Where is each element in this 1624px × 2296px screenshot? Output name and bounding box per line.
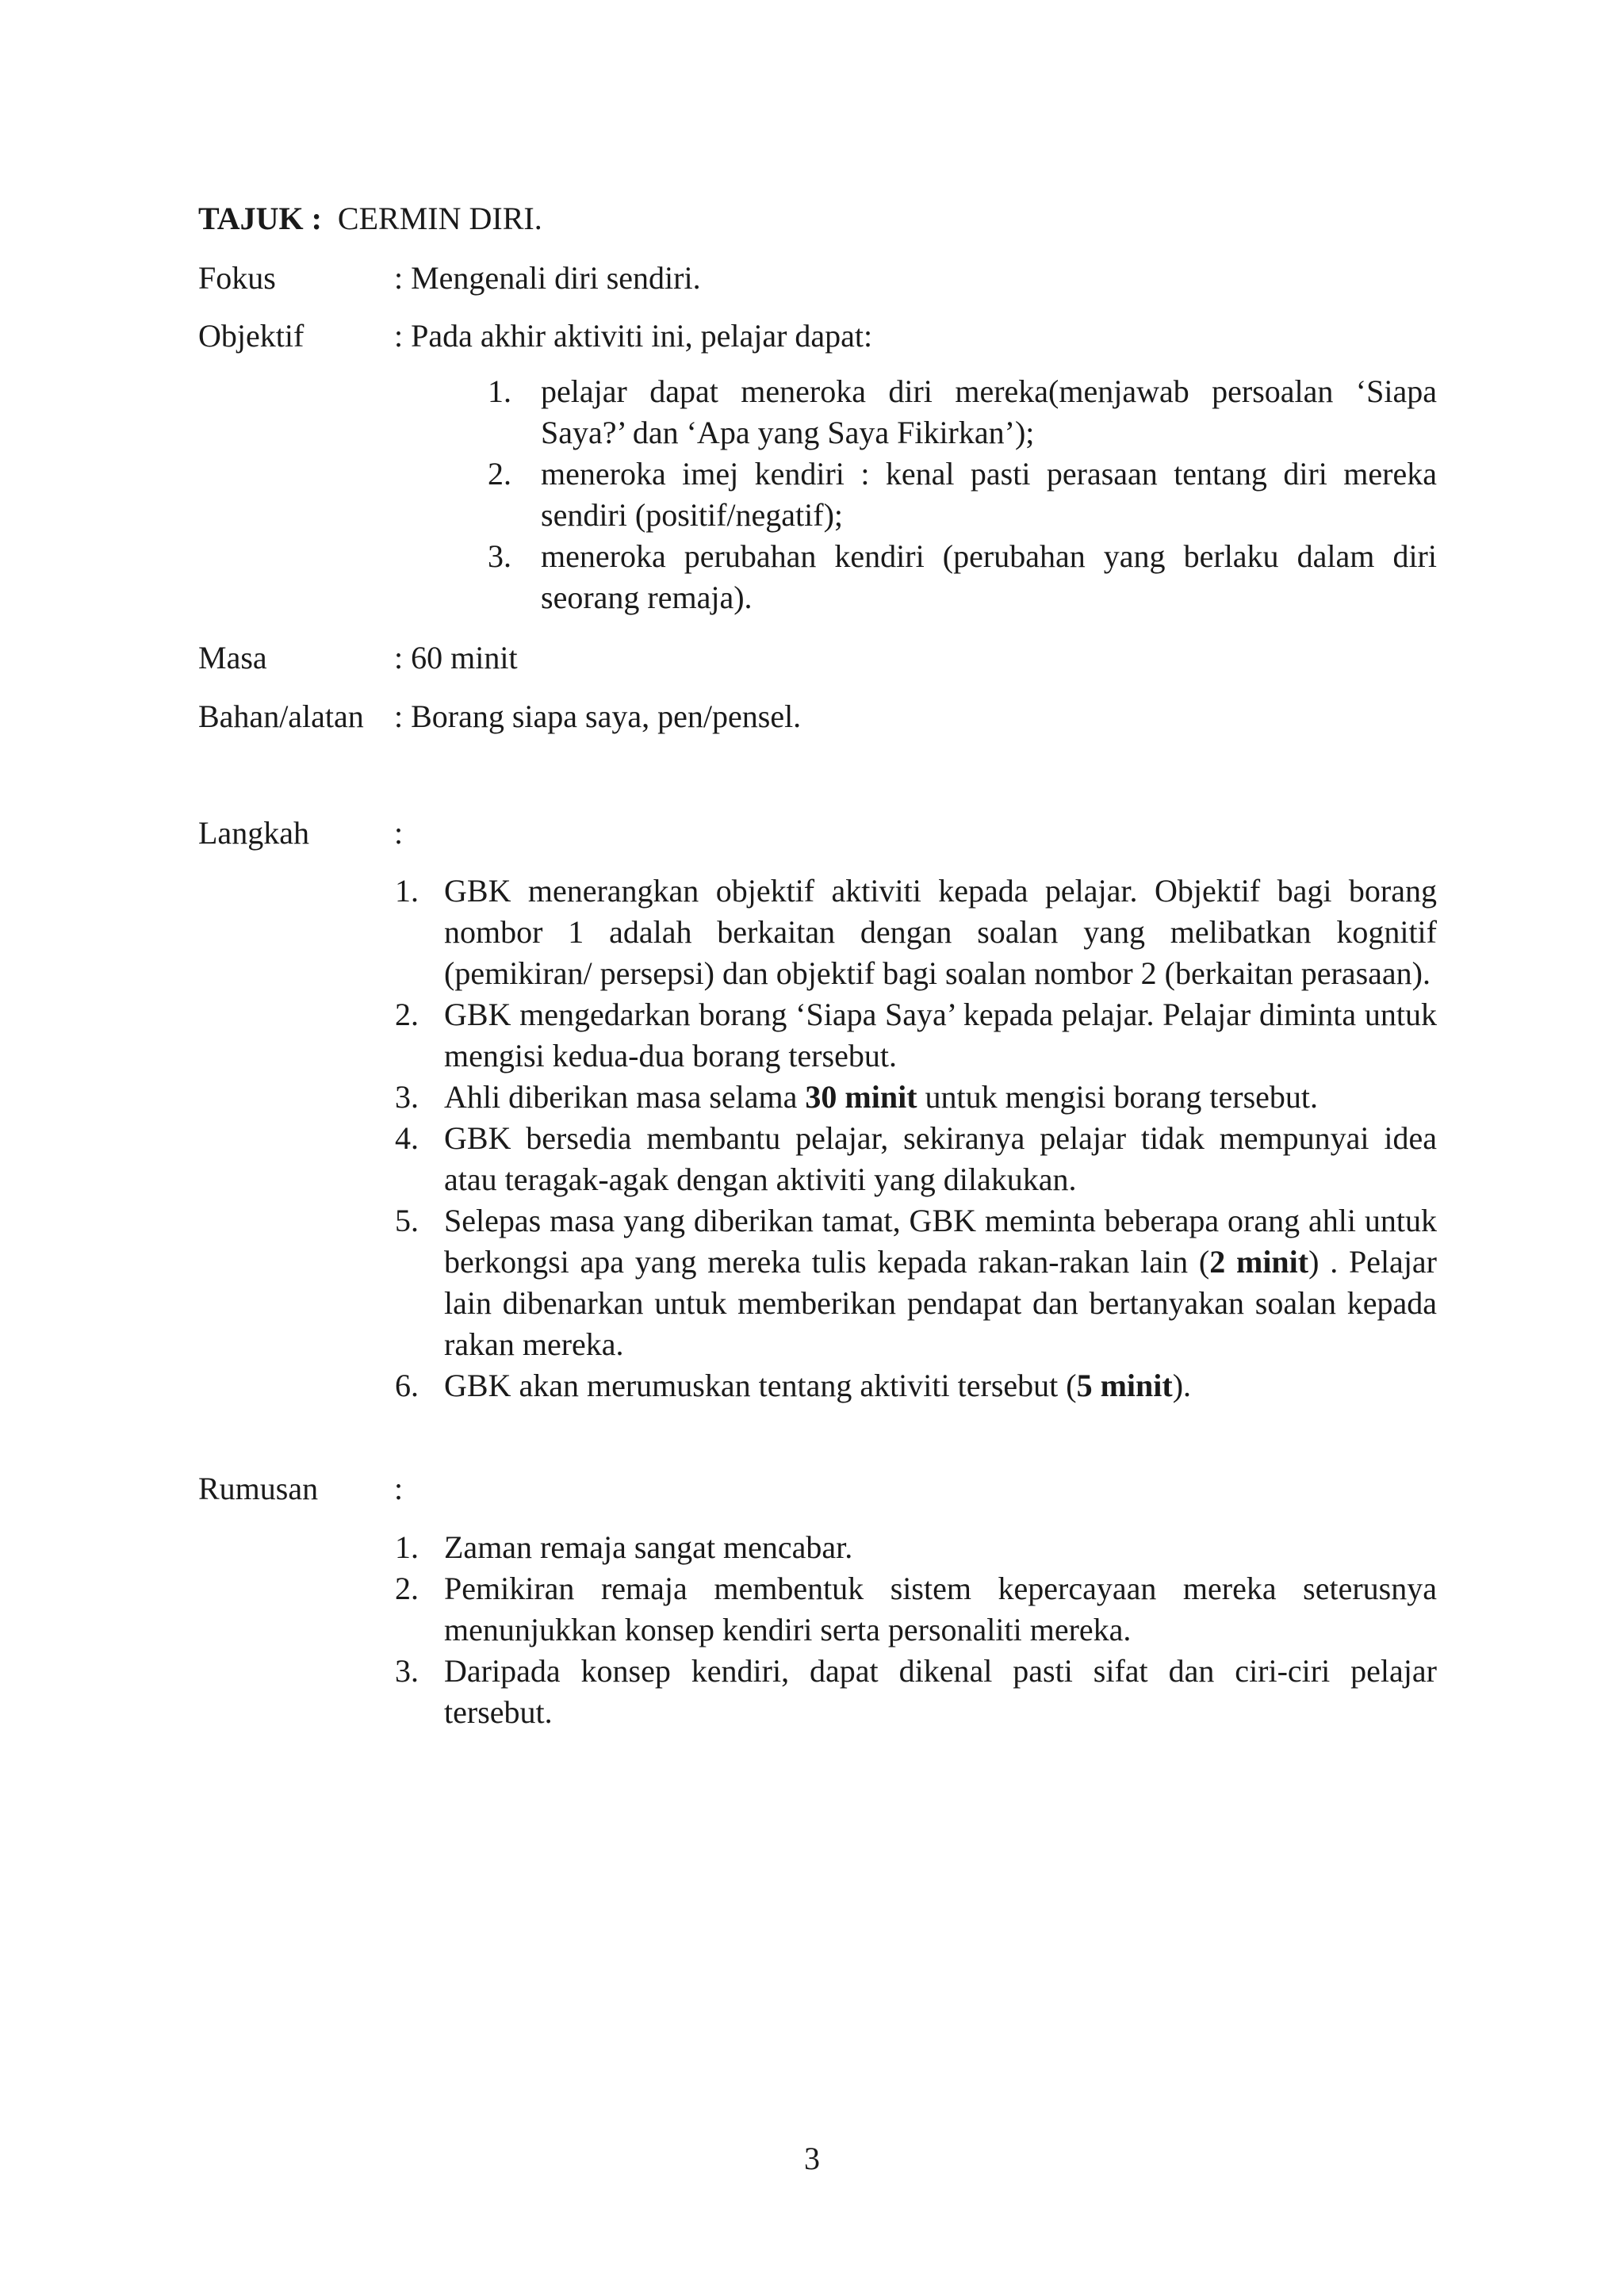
- list-item-text-end: ) . Pelajar lain dibenarkan untuk memberikan pendapat dan bertanyakan soalan kepada rakan mereka.: [444, 1244, 1438, 1362]
- list-item: [395, 1568, 1437, 1651]
- list-item-text: meneroka perubahan kendiri (perubahan yang berlaku dalam diri seorang remaja).: [541, 538, 1437, 615]
- steps-list: [395, 871, 1438, 1406]
- list-item-text-end: untuk mengisi borang tersebut.: [917, 1079, 1319, 1115]
- list-item-number: 4.: [395, 1120, 419, 1156]
- objektif-value: : Pada akhir aktiviti ini, pelajar dapat:: [394, 318, 873, 354]
- list-item-text-start: GBK akan merumuskan tentang aktiviti tersebut (: [444, 1368, 1077, 1403]
- rumusan-colon: :: [394, 1471, 404, 1506]
- time-emphasis: 2 minit: [1209, 1244, 1309, 1280]
- list-item: [488, 453, 1437, 536]
- title-value: CERMIN DIRI.: [337, 201, 542, 236]
- list-item-number: 2.: [488, 456, 511, 492]
- list-item-number: 2.: [395, 997, 419, 1032]
- list-item: [395, 871, 1437, 994]
- list-item-text: pelajar dapat meneroka diri mereka(menjawab persoalan ‘Siapa Saya?’ dan ‘Apa yang Saya Fikirkan’);: [541, 373, 1437, 450]
- list-item: [395, 1365, 1437, 1406]
- list-item-number: 3.: [395, 1653, 419, 1689]
- list-item-text-start: Selepas masa yang diberikan tamat, GBK meminta beberapa orang ahli untuk berkongsi apa yang mereka tulis kepada rakan-rakan lain (: [444, 1203, 1437, 1280]
- list-item-text: GBK mengedarkan borang ‘Siapa Saya’ kepada pelajar. Pelajar diminta untuk mengisi kedua-dua borang tersebut.: [444, 997, 1437, 1073]
- time-emphasis: 30 minit: [805, 1079, 917, 1115]
- list-item: [395, 1200, 1438, 1365]
- masa-label: Masa: [198, 640, 267, 675]
- fokus-value: : Mengenali diri sendiri.: [394, 260, 701, 296]
- objectives-list: [488, 371, 1437, 618]
- list-item-text: GBK bersedia membantu pelajar, sekiranya pelajar tidak mempunyai idea atau teragak-agak dengan aktiviti yang dilakukan.: [444, 1120, 1437, 1197]
- list-item-text-end: ).: [1172, 1368, 1192, 1403]
- list-item-number: 6.: [395, 1368, 419, 1403]
- list-item-text: meneroka imej kendiri : kenal pasti perasaan tentang diri mereka sendiri (positif/negatif);: [541, 456, 1437, 533]
- list-item-text: Daripada konsep kendiri, dapat dikenal pasti sifat dan ciri-ciri pelajar tersebut.: [444, 1653, 1437, 1730]
- list-item-number: 5.: [395, 1203, 419, 1238]
- page-title: [198, 198, 542, 239]
- list-item-number: 2.: [395, 1571, 419, 1606]
- list-item: [395, 1651, 1437, 1733]
- list-item: [395, 1118, 1437, 1200]
- bahan-value: : Borang siapa saya, pen/pensel.: [394, 698, 802, 734]
- conclusions-list: [395, 1527, 1437, 1733]
- list-item: [488, 371, 1437, 453]
- list-item-text-start: Ahli diberikan masa selama: [444, 1079, 806, 1115]
- list-item-text: Zaman remaja sangat mencabar.: [444, 1529, 853, 1565]
- list-item: [395, 1527, 1437, 1568]
- rumusan-label: Rumusan: [198, 1471, 319, 1506]
- list-item-text: Pemikiran remaja membentuk sistem kepercayaan mereka seterusnya menunjukkan konsep kendiri serta personaliti mereka.: [444, 1571, 1437, 1647]
- fokus-label: Fokus: [198, 260, 276, 296]
- page-number: 3: [804, 2141, 820, 2176]
- list-item-number: 1.: [395, 873, 419, 909]
- list-item: [395, 1077, 1437, 1118]
- title-label: TAJUK :: [198, 201, 322, 236]
- list-item-number: 3.: [488, 538, 511, 574]
- masa-value: : 60 minit: [394, 640, 518, 675]
- langkah-label: Langkah: [198, 815, 309, 851]
- list-item-number: 3.: [395, 1079, 419, 1115]
- list-item: [488, 536, 1437, 618]
- list-item-number: 1.: [395, 1529, 419, 1565]
- list-item-text: GBK menerangkan objektif aktiviti kepada pelajar. Objektif bagi borang nombor 1 adalah berkaitan dengan soalan yang melibatkan kognitif (pemikiran/ persepsi) dan objektif bagi soalan nombor 2 (berkaitan perasaan).: [444, 873, 1437, 991]
- time-emphasis: 5 minit: [1076, 1368, 1173, 1403]
- objektif-label: Objektif: [198, 318, 304, 354]
- langkah-colon: :: [394, 815, 404, 851]
- bahan-label: Bahan/alatan: [198, 698, 364, 734]
- list-item: [395, 994, 1437, 1077]
- list-item-number: 1.: [488, 373, 511, 409]
